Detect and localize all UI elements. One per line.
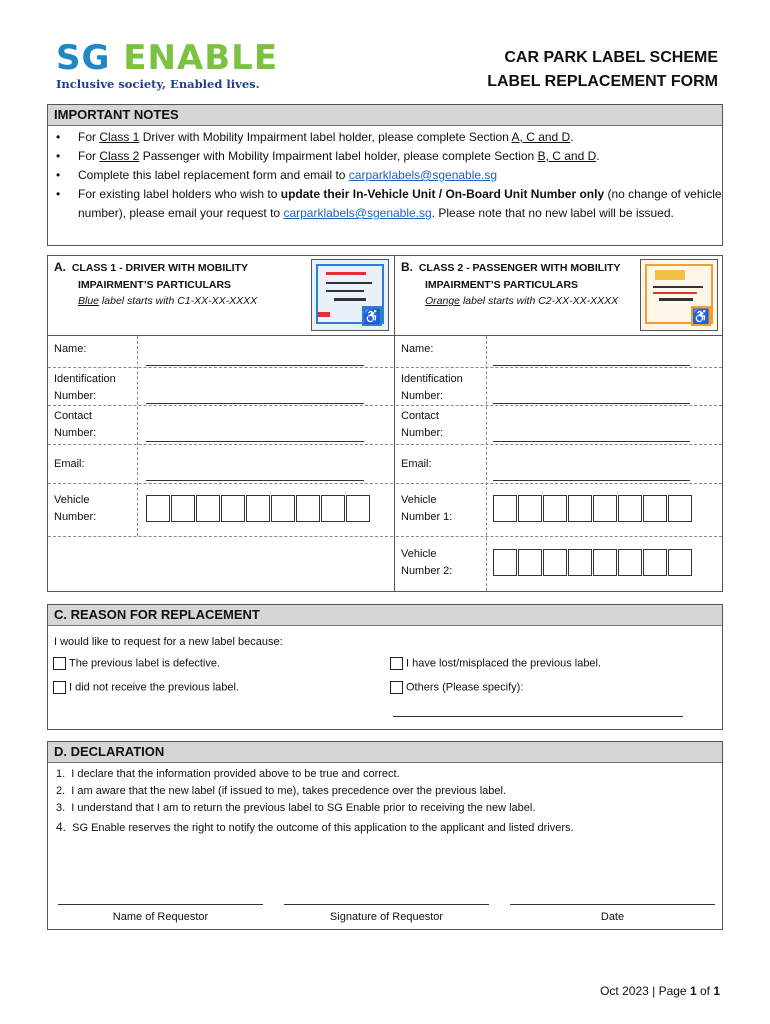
section-c-header: C. REASON FOR REPLACEMENT — [48, 605, 722, 626]
reason-not-received[interactable]: I did not receive the previous label. — [53, 681, 239, 694]
page-footer: Oct 2023 | Page 1 of 1 — [600, 984, 720, 998]
others-specify-field[interactable] — [393, 716, 683, 717]
logo-tagline: Inclusive society, Enabled lives. — [56, 77, 260, 91]
name-of-requestor-label: Name of Requestor — [112, 911, 209, 923]
note-4: • For existing label holders who wish to update their In-Vehicle Unit / On-Board Unit Number only (no change of vehicle number), please email your request to carparklabels@sgenable.sg. Please note that no new label will be issued. — [48, 185, 722, 223]
row-divider — [396, 405, 722, 406]
notes-list — [48, 128, 722, 223]
reason-lost[interactable]: I have lost/misplaced the previous label. — [390, 657, 601, 670]
label-email-b: Email: — [401, 458, 432, 470]
section-a-title: A. CLASS 1 - DRIVER WITH MOBILITY IMPAIRMENT’S PARTICULARS — [54, 260, 249, 291]
declaration-item-4: 4. SG Enable reserves the right to notify the outcome of this application to the applicant and listed drivers. — [56, 820, 574, 834]
vehicle1-b-boxes[interactable] — [493, 495, 693, 522]
checkbox[interactable] — [53, 681, 66, 694]
important-notes-box — [47, 104, 723, 246]
email-link-2[interactable]: carparklabels@sgenable.sg — [283, 206, 432, 220]
name-b-field[interactable] — [493, 365, 690, 366]
row-divider — [396, 367, 722, 368]
reason-others[interactable]: Others (Please specify): — [390, 681, 523, 694]
form-title-line1: CAR PARK LABEL SCHEME — [504, 49, 718, 66]
section-a-note: Blue label starts with C1-XX-XX-XXXX — [78, 295, 258, 307]
section-d-header: D. DECLARATION — [48, 742, 722, 763]
label-vehicle1-b: Vehicle Number 1: — [401, 494, 453, 523]
declaration-item-2: 2. I am aware that the new label (if issued to me), takes precedence over the previous label. — [56, 785, 507, 797]
note-3: • Complete this label replacement form and email to carparklabels@sgenable.sg — [48, 166, 722, 185]
checkbox[interactable] — [390, 657, 403, 670]
wheelchair-icon: ♿ — [363, 308, 381, 324]
id-a-field[interactable] — [146, 403, 364, 404]
row-divider — [396, 483, 722, 484]
col-divider — [137, 336, 138, 536]
logo-sg: SG — [56, 38, 111, 78]
row-divider — [48, 405, 393, 406]
email-b-field[interactable] — [493, 480, 690, 481]
note-2: • For Class 2 Passenger with Mobility Impairment label holder, please complete Section B, C and D. — [48, 147, 722, 166]
important-notes-header: IMPORTANT NOTES — [48, 105, 722, 126]
col-divider — [486, 336, 487, 591]
label-contact-a: Contact Number: — [54, 410, 97, 439]
row-divider — [48, 367, 393, 368]
row-divider — [396, 444, 722, 445]
label-contact-b: Contact Number: — [401, 410, 444, 439]
particulars-divider — [394, 255, 395, 592]
declaration-item-3: 3. I understand that I am to return the previous label to SG Enable prior to receiving the new label. — [56, 802, 536, 814]
form-title-line2: LABEL REPLACEMENT FORM — [487, 73, 718, 90]
label-id-a: Identification Number: — [54, 373, 116, 402]
checkbox[interactable] — [390, 681, 403, 694]
row-divider — [48, 536, 393, 537]
date-line[interactable] — [510, 904, 715, 905]
contact-b-field[interactable] — [493, 441, 690, 442]
note-1: • For Class 1 Driver with Mobility Impairment label holder, please complete Section A, C and D. — [48, 128, 722, 147]
sg-enable-logo — [56, 38, 278, 78]
particulars-header-divider — [47, 335, 723, 336]
contact-a-field[interactable] — [146, 441, 364, 442]
section-b-note: Orange label starts with C2-XX-XX-XXXX — [425, 295, 619, 307]
vehicle-a-boxes[interactable] — [146, 495, 371, 522]
section-b-title: B. CLASS 2 - PASSENGER WITH MOBILITY IMPAIRMENT’S PARTICULARS — [401, 260, 621, 291]
class2-label-image — [640, 259, 718, 331]
wheelchair-icon: ♿ — [692, 308, 710, 324]
row-divider — [48, 444, 393, 445]
class1-label-image — [311, 259, 389, 331]
logo-enable: ENABLE — [123, 38, 279, 78]
label-vehicle-a: Vehicle Number: — [54, 494, 97, 523]
label-id-b: Identification Number: — [401, 373, 463, 402]
declaration-list — [56, 766, 574, 837]
label-name-b: Name: — [401, 343, 434, 355]
name-a-field[interactable] — [146, 365, 364, 366]
signature-label: Signature of Requestor — [329, 911, 444, 923]
id-b-field[interactable] — [493, 403, 690, 404]
label-email-a: Email: — [54, 458, 85, 470]
vehicle2-b-boxes[interactable] — [493, 549, 693, 576]
reason-defective[interactable]: The previous label is defective. — [53, 657, 220, 670]
email-link-1[interactable]: carparklabels@sgenable.sg — [348, 168, 498, 182]
date-label: Date — [600, 911, 625, 923]
row-divider — [48, 483, 393, 484]
signature-line[interactable] — [284, 904, 489, 905]
declaration-item-1: 1. I declare that the information provided above to be true and correct. — [56, 768, 400, 780]
label-vehicle2-b: Vehicle Number 2: — [401, 548, 453, 577]
label-name-a: Name: — [54, 343, 87, 355]
email-a-field[interactable] — [146, 480, 364, 481]
row-divider — [396, 536, 722, 537]
section-c-intro: I would like to request for a new label because: — [54, 636, 283, 648]
name-of-requestor-line[interactable] — [58, 904, 263, 905]
checkbox[interactable] — [53, 657, 66, 670]
